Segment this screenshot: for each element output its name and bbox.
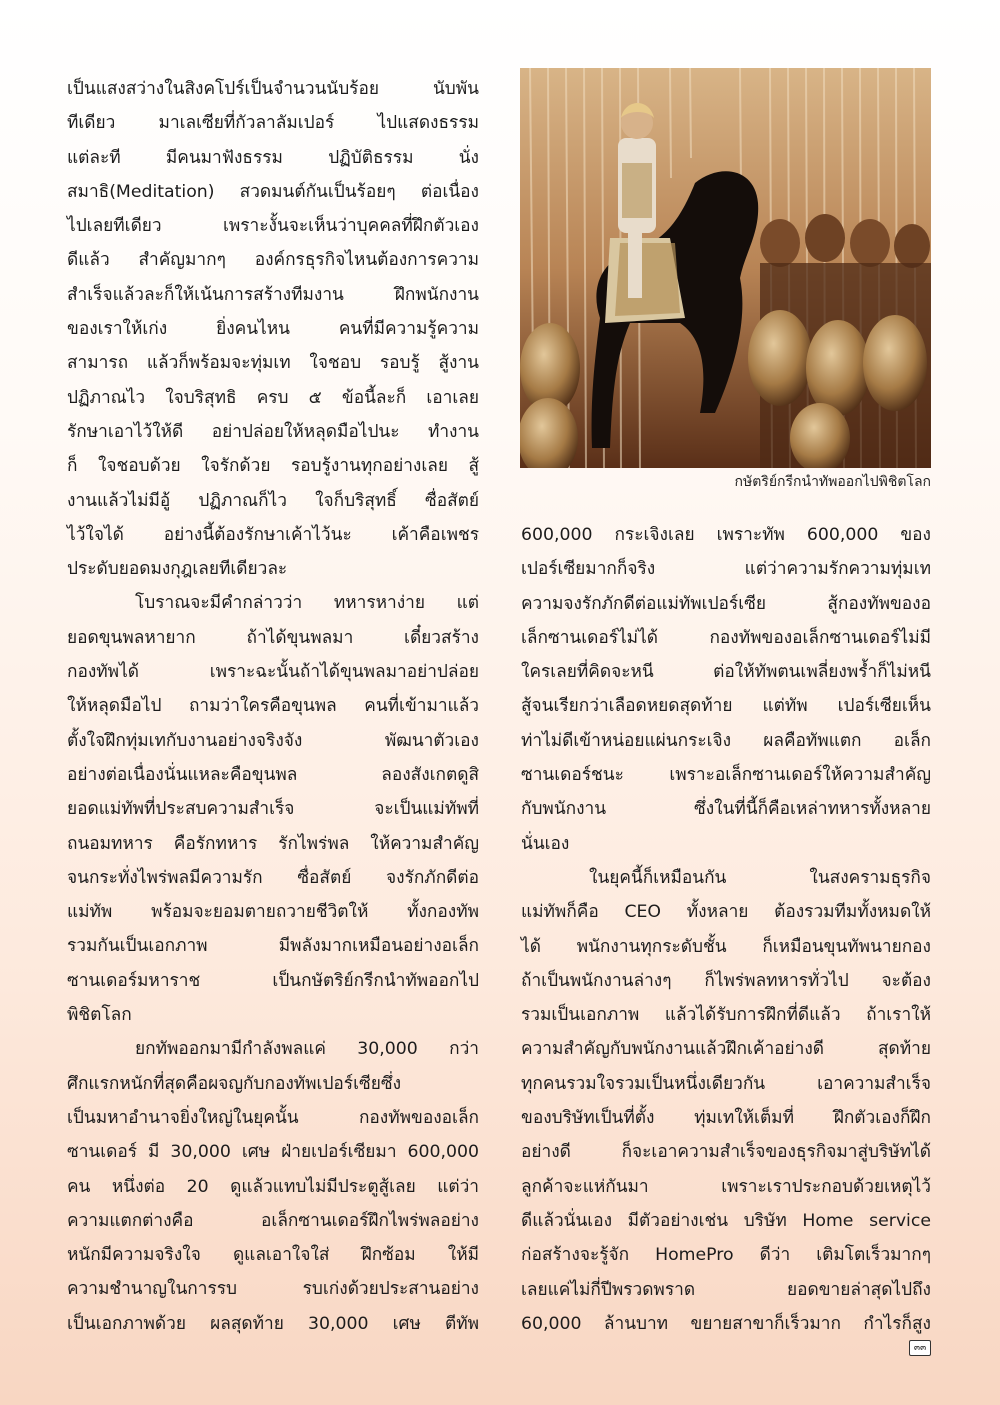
- text-line: ได้ พนักงานทุกระดับชั้น ก็เหมือนขุนทัพนายกอง: [521, 936, 931, 957]
- text-line: ในยุคนี้ก็เหมือนกัน ในสงครามธุรกิจ: [589, 867, 931, 888]
- text-line: ความสำคัญกับพนักงานแล้วฝึกเค้าอย่างดี สุดท้าย: [521, 1039, 931, 1060]
- text-line: อย่างต่อเนื่องนั่นแหละคือขุนพล ลองสังเกตดูสิ: [67, 764, 479, 785]
- text-line: ทุกคนรวมใจรวมเป็นหนึ่งเดียวกัน เอาความสำเร็จ: [521, 1073, 931, 1094]
- page-number: ๓๓: [909, 1340, 931, 1356]
- text-line: ประดับยอดมงกุฎเลยทีเดียวละ: [67, 559, 288, 580]
- text-line: ตั้งใจฝึกทุ่มเทกับงานอย่างจริงจัง พัฒนาตัวเอง: [67, 730, 479, 751]
- text-line: ซานเดอร์มหาราช เป็นกษัตริย์กรีกนำทัพออกไป: [67, 970, 479, 991]
- text-line: ให้หลุดมือไป ถามว่าใครคือขุนพล คนที่เข้ามาแล้ว: [67, 696, 479, 717]
- text-line: เปอร์เซียมากก็จริง แต่ว่าความรักความทุ่มเท: [521, 559, 931, 580]
- text-line: ไว้ใจได้ อย่างนี้ต้องรักษาเค้าไว้นะ เค้าคือเพชร: [67, 524, 479, 545]
- text-line: 600,000 กระเจิงเลย เพราะทัพ 600,000 ของ: [521, 525, 931, 545]
- text-line: เป็นเอกภาพด้วย ผลสุดท้าย 30,000 เศษ ตีทัพ: [67, 1313, 479, 1334]
- text-line: ยอดขุนพลหายาก ถ้าได้ขุนพลมา เดี๋ยวสร้าง: [67, 627, 479, 648]
- text-line: ไปเลยทีเดียว เพราะงั้นจะเห็นว่าบุคคลที่ฝึกตัวเอง: [67, 216, 479, 237]
- text-line: ความแตกต่างคือ อเล็กซานเดอร์ฝึกไพร่พลอย่าง: [67, 1210, 479, 1231]
- text-line: คน หนึ่งต่อ 20 ดูแล้วแทบไม่มีประตูสู้เลย แต่ว่า: [67, 1176, 479, 1197]
- text-line: 60,000 ล้านบาท ขยายสาขาก็เร็วมาก กำไรก็สูง: [521, 1313, 931, 1334]
- paragraph-1: [67, 72, 479, 586]
- text-line: อย่างดี ก็จะเอาความสำเร็จของธุรกิจมาสู่บริษัทได้: [521, 1142, 931, 1163]
- right-text-column: [521, 518, 931, 1341]
- text-line: สำเร็จแล้วละก็ให้เน้นการสร้างทีมงาน ฝึกพนักงาน: [67, 284, 479, 305]
- text-line: สมาธิ(Meditation) สวดมนต์กันเป็นร้อยๆ ต่อเนื่อง: [67, 181, 479, 202]
- text-line: ของเราให้เก่ง ยิ่งคนไหน คนที่มีความรู้ความ: [67, 319, 479, 340]
- text-line: เลยแค่ไม่กี่ปีพรวดพราด ยอดขายล่าสุดไปถึง: [521, 1279, 931, 1300]
- text-line: ถ้าเป็นพนักงานล่างๆ ก็ไพร่พลทหารทั่วไป จะต้อง: [521, 970, 931, 991]
- text-line: ถนอมทหาร คือรักทหาร รักไพร่พล ให้ความสำคัญ: [67, 833, 479, 854]
- text-line: ลูกค้าจะแห่กันมา เพราะเราประกอบด้วยเหตุไว้: [521, 1176, 931, 1197]
- text-line: สู้จนเรียกว่าเลือดหยดสุดท้าย แต่ทัพ เปอร์เซียเห็น: [521, 696, 931, 717]
- text-line: จนกระทั่งไพร่พลมีความรัก ซื่อสัตย์ จงรักภักดีต่อ: [67, 867, 479, 888]
- paragraph-3: [67, 1032, 479, 1341]
- text-line: แม่ทัพก็คือ CEO ทั้งหลาย ต้องรวมทีมทั้งหมดให้: [521, 902, 931, 923]
- paragraph-5: [521, 861, 931, 1341]
- text-line: ความจงรักภักดีต่อแม่ทัพเปอร์เซีย สู้กองทัพของอ: [521, 593, 931, 614]
- text-line: โบราณจะมีคำกล่าวว่า ทหารหาง่าย แต่: [135, 593, 479, 614]
- text-line: ก็ ใจชอบด้วย ใจรักด้วย รอบรู้งานทุกอย่างเลย สู้: [67, 456, 479, 477]
- text-line: ซานเดอร์ มี 30,000 เศษ ฝ่ายเปอร์เซียมา 600,000: [67, 1142, 479, 1163]
- text-line: พิชิตโลก: [67, 1005, 132, 1026]
- text-line: ท่าไม่ดีเข้าหน่อยแผ่นกระเจิง ผลคือทัพแตก อเล็ก: [521, 730, 931, 751]
- alexander-illustration: [520, 68, 931, 468]
- text-line: กองทัพได้ เพราะฉะนั้นถ้าได้ขุนพลมาอย่าปล่อย: [67, 662, 479, 683]
- text-line: เป็นแสงสว่างในสิงคโปร์เป็นจำนวนนับร้อย นับพัน: [67, 79, 479, 99]
- text-line: งานแล้วไม่มีอู้ ปฏิภาณก็ไว ใจก็บริสุทธิ์ ซื่อสัตย์: [67, 490, 479, 511]
- text-line: ใครเลยที่คิดจะหนี ต่อให้ทัพตนเพลี่ยงพร้ำก็ไม่หนี: [521, 662, 931, 683]
- text-line: รักษาเอาไว้ให้ดี อย่าปล่อยให้หลุดมือไปนะ ทำงาน: [67, 421, 479, 442]
- text-line: ก่อสร้างจะรู้จัก HomePro ดีว่า เติมโตเร็วมากๆ: [521, 1245, 931, 1266]
- text-line: ยกทัพออกมามีกำลังพลแค่ 30,000 กว่า: [135, 1039, 479, 1060]
- text-line: แม่ทัพ พร้อมจะยอมตายถวายชีวิตให้ ทั้งกองทัพ: [67, 902, 479, 923]
- text-line: ยอดแม่ทัพที่ประสบความสำเร็จ จะเป็นแม่ทัพที่: [67, 799, 479, 820]
- paragraph-4: [521, 518, 931, 861]
- text-line: รวมเป็นเอกภาพ แล้วได้รับการฝึกที่ดีแล้ว ถ้าเราให้: [521, 1005, 931, 1026]
- text-line: ปฏิภาณไว ใจบริสุทธิ ครบ ๕ ข้อนี้ละก็ เอาเลย: [67, 387, 479, 408]
- text-line: สามารถ แล้วก็พร้อมจะทุ่มเท ใจชอบ รอบรู้ สู้งาน: [67, 353, 479, 374]
- text-line: ศึกแรกหนักที่สุดคือผจญกับกองทัพเปอร์เซียซึ่ง: [67, 1073, 402, 1094]
- text-line: นั่นเอง: [521, 833, 570, 854]
- image-caption: กษัตริย์กรีกนำทัพออกไปพิชิตโลก: [734, 474, 931, 490]
- text-line: ความชำนาญในการรบ รบเก่งด้วยประสานอย่าง: [67, 1279, 479, 1300]
- text-line: รวมกันเป็นเอกภาพ มีพลังมากเหมือนอย่างอเล็ก: [67, 936, 479, 957]
- text-line: เป็นมหาอำนาจยิ่งใหญ่ในยุคนั้น กองทัพของอเล็ก: [67, 1107, 479, 1128]
- text-line: ซานเดอร์ชนะ เพราะอเล็กซานเดอร์ให้ความสำคัญ: [521, 765, 931, 786]
- text-line: กับพนักงาน ซึ่งในที่นี้ก็คือเหล่าทหารทั้งหลาย: [521, 799, 931, 820]
- alexander-photo: [520, 68, 931, 468]
- text-line: หนักมีความจริงใจ ดูแลเอาใจใส่ ฝึกซ้อม ให้มี: [67, 1245, 479, 1266]
- text-line: แต่ละที มีคนมาฟังธรรม ปฏิบัติธรรม นั่ง: [67, 147, 479, 168]
- text-line: ดีแล้ว สำคัญมากๆ องค์กรธุรกิจไหนต้องการความ: [67, 250, 479, 271]
- text-line: ของบริษัทเป็นที่ตั้ง ทุ่มเทให้เต็มที่ ฝึกตัวเองก็ฝึก: [521, 1108, 931, 1129]
- text-line: ทีเดียว มาเลเซียที่กัวลาลัมเปอร์ ไปแสดงธรรม: [67, 113, 479, 134]
- paragraph-2: [67, 586, 479, 1032]
- left-text-column: [67, 72, 479, 1341]
- text-line: ดีแล้วนั่นเอง มีตัวอย่างเช่น บริษัท Home service: [521, 1210, 931, 1231]
- text-line: เล็กซานเดอร์ไม่ได้ กองทัพของอเล็กซานเดอร์ไม่มี: [521, 627, 931, 648]
